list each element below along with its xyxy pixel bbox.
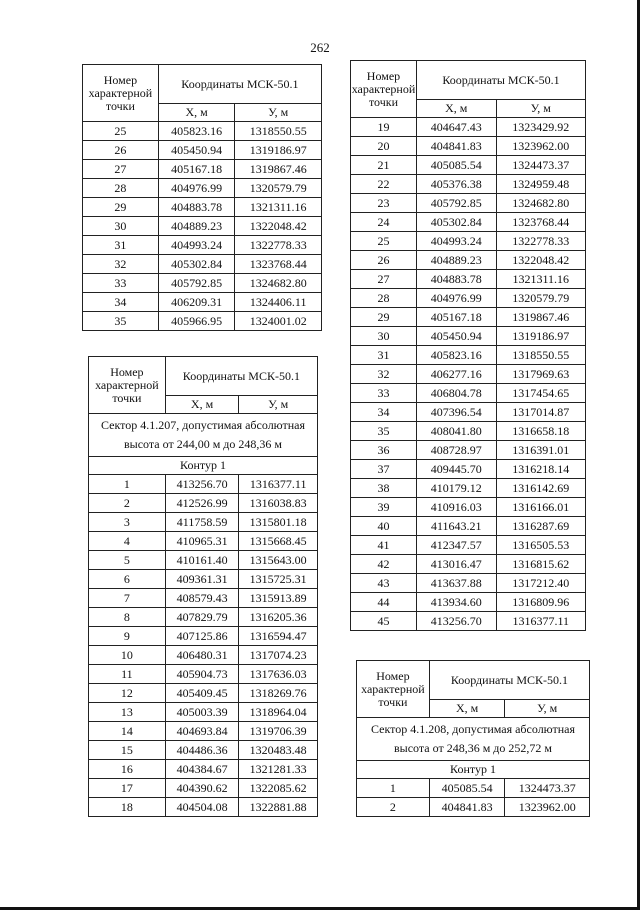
x-value: 405409.45 [165, 684, 239, 703]
point-number: 25 [351, 232, 417, 251]
header-y: У, м [505, 700, 590, 718]
header-y: У, м [239, 396, 318, 414]
point-number: 4 [89, 532, 166, 551]
y-value: 1319867.46 [235, 160, 322, 179]
point-number: 26 [351, 251, 417, 270]
point-number: 44 [351, 593, 417, 612]
point-number: 34 [83, 293, 159, 312]
point-number: 1 [89, 475, 166, 494]
x-value: 404504.08 [165, 798, 239, 817]
table-row [351, 308, 586, 327]
x-value: 410161.40 [165, 551, 239, 570]
y-value: 1316391.01 [496, 441, 586, 460]
y-value: 1324473.37 [496, 156, 586, 175]
x-value: 405450.94 [158, 141, 235, 160]
table-row [351, 156, 586, 175]
point-number: 7 [89, 589, 166, 608]
y-value: 1324682.80 [235, 274, 322, 293]
y-value: 1316809.96 [496, 593, 586, 612]
header-x: Х, м [165, 396, 239, 414]
x-value: 404647.43 [416, 118, 496, 137]
y-value: 1322881.88 [239, 798, 318, 817]
header-y: У, м [235, 104, 322, 122]
y-value: 1317454.65 [496, 384, 586, 403]
x-value: 405302.84 [158, 255, 235, 274]
table-row [351, 422, 586, 441]
table-row [83, 293, 322, 312]
table-row [351, 175, 586, 194]
table-row [89, 684, 318, 703]
table-row [89, 646, 318, 665]
point-number: 27 [351, 270, 417, 289]
table-row [83, 274, 322, 293]
header-x: Х, м [158, 104, 235, 122]
kontur-label: Контур 1 [89, 457, 318, 475]
y-value: 1321281.33 [239, 760, 318, 779]
y-value: 1318550.55 [496, 346, 586, 365]
table-row [83, 122, 322, 141]
point-number: 29 [83, 198, 159, 217]
point-number: 25 [83, 122, 159, 141]
x-value: 412347.57 [416, 536, 496, 555]
point-number: 2 [357, 798, 430, 817]
sector-caption: Сектор 4.1.208, допустимая абсолютная высота от 248,36 м до 252,72 м [357, 718, 590, 761]
table-row [351, 137, 586, 156]
header-coords: Координаты МСК-50.1 [158, 65, 321, 104]
point-number: 40 [351, 517, 417, 536]
y-value: 1322085.62 [239, 779, 318, 798]
table-row [351, 194, 586, 213]
y-value: 1317074.23 [239, 646, 318, 665]
point-number: 31 [83, 236, 159, 255]
table-row [83, 160, 322, 179]
table-row [89, 798, 318, 817]
point-number: 35 [83, 312, 159, 331]
y-value: 1320579.79 [235, 179, 322, 198]
table-row [83, 141, 322, 160]
point-number: 8 [89, 608, 166, 627]
point-number: 6 [89, 570, 166, 589]
x-value: 413256.70 [416, 612, 496, 631]
point-number: 45 [351, 612, 417, 631]
table-row [351, 612, 586, 631]
x-value: 405966.95 [158, 312, 235, 331]
table-row [83, 179, 322, 198]
point-number: 35 [351, 422, 417, 441]
x-value: 407396.54 [416, 403, 496, 422]
point-number: 11 [89, 665, 166, 684]
coordinates-table-c [350, 60, 586, 631]
table-row [83, 312, 322, 331]
table-row [351, 327, 586, 346]
y-value: 1317014.87 [496, 403, 586, 422]
point-number: 33 [351, 384, 417, 403]
kontur-label: Контур 1 [357, 761, 590, 779]
header-y: У, м [496, 100, 586, 118]
x-value: 409445.70 [416, 460, 496, 479]
point-number: 10 [89, 646, 166, 665]
point-number: 3 [89, 513, 166, 532]
point-number: 30 [83, 217, 159, 236]
table-row [89, 513, 318, 532]
point-number: 26 [83, 141, 159, 160]
table-row [89, 494, 318, 513]
coordinates-table-a [82, 64, 322, 331]
y-value: 1316218.14 [496, 460, 586, 479]
x-value: 410179.12 [416, 479, 496, 498]
point-number: 28 [351, 289, 417, 308]
y-value: 1316658.18 [496, 422, 586, 441]
point-number: 13 [89, 703, 166, 722]
y-value: 1320579.79 [496, 289, 586, 308]
x-value: 405450.94 [416, 327, 496, 346]
y-value: 1324406.11 [235, 293, 322, 312]
table-row [351, 289, 586, 308]
y-value: 1319867.46 [496, 308, 586, 327]
y-value: 1320483.48 [239, 741, 318, 760]
x-value: 404841.83 [429, 798, 505, 817]
x-value: 404693.84 [165, 722, 239, 741]
x-value: 413016.47 [416, 555, 496, 574]
table-row [89, 608, 318, 627]
y-value: 1316205.36 [239, 608, 318, 627]
y-value: 1315643.00 [239, 551, 318, 570]
x-value: 405376.38 [416, 175, 496, 194]
point-number: 24 [351, 213, 417, 232]
table-row [89, 532, 318, 551]
table-row [89, 627, 318, 646]
point-number: 14 [89, 722, 166, 741]
header-point: Номер характерной точки [351, 61, 417, 118]
y-value: 1319706.39 [239, 722, 318, 741]
x-value: 409361.31 [165, 570, 239, 589]
y-value: 1323768.44 [235, 255, 322, 274]
x-value: 404841.83 [416, 137, 496, 156]
y-value: 1321311.16 [496, 270, 586, 289]
x-value: 411643.21 [416, 517, 496, 536]
table-row [351, 213, 586, 232]
y-value: 1322048.42 [235, 217, 322, 236]
point-number: 21 [351, 156, 417, 175]
y-value: 1316815.62 [496, 555, 586, 574]
x-value: 408579.43 [165, 589, 239, 608]
coordinates-table-b [88, 356, 318, 817]
x-value: 405167.18 [416, 308, 496, 327]
y-value: 1316142.69 [496, 479, 586, 498]
y-value: 1316594.47 [239, 627, 318, 646]
point-number: 32 [83, 255, 159, 274]
point-number: 37 [351, 460, 417, 479]
point-number: 30 [351, 327, 417, 346]
table-row [351, 593, 586, 612]
table-row [351, 536, 586, 555]
x-value: 413637.88 [416, 574, 496, 593]
point-number: 31 [351, 346, 417, 365]
y-value: 1324682.80 [496, 194, 586, 213]
point-number: 41 [351, 536, 417, 555]
x-value: 408041.80 [416, 422, 496, 441]
point-number: 27 [83, 160, 159, 179]
header-coords: Координаты МСК-50.1 [416, 61, 585, 100]
header-point: Номер характерной точки [357, 661, 430, 718]
x-value: 407125.86 [165, 627, 239, 646]
x-value: 411758.59 [165, 513, 239, 532]
table-row [351, 384, 586, 403]
y-value: 1321311.16 [235, 198, 322, 217]
table-row [89, 665, 318, 684]
point-number: 38 [351, 479, 417, 498]
x-value: 404993.24 [416, 232, 496, 251]
x-value: 412526.99 [165, 494, 239, 513]
y-value: 1316038.83 [239, 494, 318, 513]
point-number: 23 [351, 194, 417, 213]
point-number: 43 [351, 574, 417, 593]
table-row [351, 555, 586, 574]
y-value: 1324473.37 [505, 779, 590, 798]
table-row [83, 217, 322, 236]
x-value: 404390.62 [165, 779, 239, 798]
y-value: 1318550.55 [235, 122, 322, 141]
table-row [89, 703, 318, 722]
table-row [351, 441, 586, 460]
header-x: Х, м [416, 100, 496, 118]
x-value: 404993.24 [158, 236, 235, 255]
point-number: 19 [351, 118, 417, 137]
point-number: 29 [351, 308, 417, 327]
table-row [351, 232, 586, 251]
point-number: 22 [351, 175, 417, 194]
table-row [351, 251, 586, 270]
x-value: 404889.23 [158, 217, 235, 236]
point-number: 36 [351, 441, 417, 460]
point-number: 28 [83, 179, 159, 198]
table-row [83, 255, 322, 274]
x-value: 405792.85 [158, 274, 235, 293]
y-value: 1322778.33 [496, 232, 586, 251]
x-value: 413934.60 [416, 593, 496, 612]
point-number: 20 [351, 137, 417, 156]
x-value: 408728.97 [416, 441, 496, 460]
y-value: 1317636.03 [239, 665, 318, 684]
point-number: 39 [351, 498, 417, 517]
table-row [89, 551, 318, 570]
point-number: 42 [351, 555, 417, 574]
x-value: 405085.54 [429, 779, 505, 798]
point-number: 1 [357, 779, 430, 798]
y-value: 1323962.00 [496, 137, 586, 156]
y-value: 1315725.31 [239, 570, 318, 589]
header-point: Номер характерной точки [89, 357, 166, 414]
y-value: 1315801.18 [239, 513, 318, 532]
x-value: 407829.79 [165, 608, 239, 627]
point-number: 12 [89, 684, 166, 703]
y-value: 1319186.97 [235, 141, 322, 160]
y-value: 1319186.97 [496, 327, 586, 346]
x-value: 406480.31 [165, 646, 239, 665]
header-x: Х, м [429, 700, 505, 718]
y-value: 1323768.44 [496, 213, 586, 232]
table-row [89, 741, 318, 760]
table-row [357, 798, 590, 817]
table-row [357, 779, 590, 798]
y-value: 1323429.92 [496, 118, 586, 137]
y-value: 1316166.01 [496, 498, 586, 517]
x-value: 404976.99 [158, 179, 235, 198]
table-row [351, 479, 586, 498]
table-row [351, 118, 586, 137]
x-value: 405904.73 [165, 665, 239, 684]
table-row [89, 722, 318, 741]
table-row [351, 574, 586, 593]
x-value: 404883.78 [416, 270, 496, 289]
point-number: 34 [351, 403, 417, 422]
x-value: 406277.16 [416, 365, 496, 384]
header-coords: Координаты МСК-50.1 [165, 357, 317, 396]
point-number: 32 [351, 365, 417, 384]
point-number: 2 [89, 494, 166, 513]
x-value: 405003.39 [165, 703, 239, 722]
table-row [89, 475, 318, 494]
x-value: 404384.67 [165, 760, 239, 779]
table-row [351, 403, 586, 422]
table-row [351, 346, 586, 365]
x-value: 405167.18 [158, 160, 235, 179]
x-value: 406209.31 [158, 293, 235, 312]
y-value: 1317969.63 [496, 365, 586, 384]
point-number: 16 [89, 760, 166, 779]
x-value: 410916.03 [416, 498, 496, 517]
y-value: 1316377.11 [239, 475, 318, 494]
x-value: 405823.16 [416, 346, 496, 365]
x-value: 406804.78 [416, 384, 496, 403]
table-row [83, 198, 322, 217]
x-value: 404486.36 [165, 741, 239, 760]
point-number: 18 [89, 798, 166, 817]
y-value: 1322048.42 [496, 251, 586, 270]
y-value: 1317212.40 [496, 574, 586, 593]
table-row [351, 365, 586, 384]
y-value: 1315668.45 [239, 532, 318, 551]
table-row [89, 589, 318, 608]
y-value: 1316505.53 [496, 536, 586, 555]
point-number: 5 [89, 551, 166, 570]
y-value: 1324001.02 [235, 312, 322, 331]
point-number: 15 [89, 741, 166, 760]
y-value: 1318964.04 [239, 703, 318, 722]
table-row [83, 236, 322, 255]
coordinates-table-d [356, 660, 590, 817]
page-number: 262 [310, 40, 330, 55]
table-row [89, 760, 318, 779]
sector-caption: Сектор 4.1.207, допустимая абсолютная высота от 244,00 м до 248,36 м [89, 414, 318, 457]
table-row [89, 570, 318, 589]
table-row [351, 460, 586, 479]
x-value: 405823.16 [158, 122, 235, 141]
header-coords: Координаты МСК-50.1 [429, 661, 589, 700]
table-row [351, 517, 586, 536]
table-row [89, 779, 318, 798]
y-value: 1315913.89 [239, 589, 318, 608]
x-value: 404883.78 [158, 198, 235, 217]
x-value: 405792.85 [416, 194, 496, 213]
x-value: 405085.54 [416, 156, 496, 175]
y-value: 1324959.48 [496, 175, 586, 194]
table-row [351, 498, 586, 517]
point-number: 33 [83, 274, 159, 293]
x-value: 413256.70 [165, 475, 239, 494]
x-value: 410965.31 [165, 532, 239, 551]
point-number: 9 [89, 627, 166, 646]
y-value: 1323962.00 [505, 798, 590, 817]
y-value: 1316377.11 [496, 612, 586, 631]
y-value: 1318269.76 [239, 684, 318, 703]
header-point: Номер характерной точки [83, 65, 159, 122]
y-value: 1316287.69 [496, 517, 586, 536]
point-number: 17 [89, 779, 166, 798]
x-value: 404976.99 [416, 289, 496, 308]
table-row [351, 270, 586, 289]
y-value: 1322778.33 [235, 236, 322, 255]
x-value: 405302.84 [416, 213, 496, 232]
x-value: 404889.23 [416, 251, 496, 270]
